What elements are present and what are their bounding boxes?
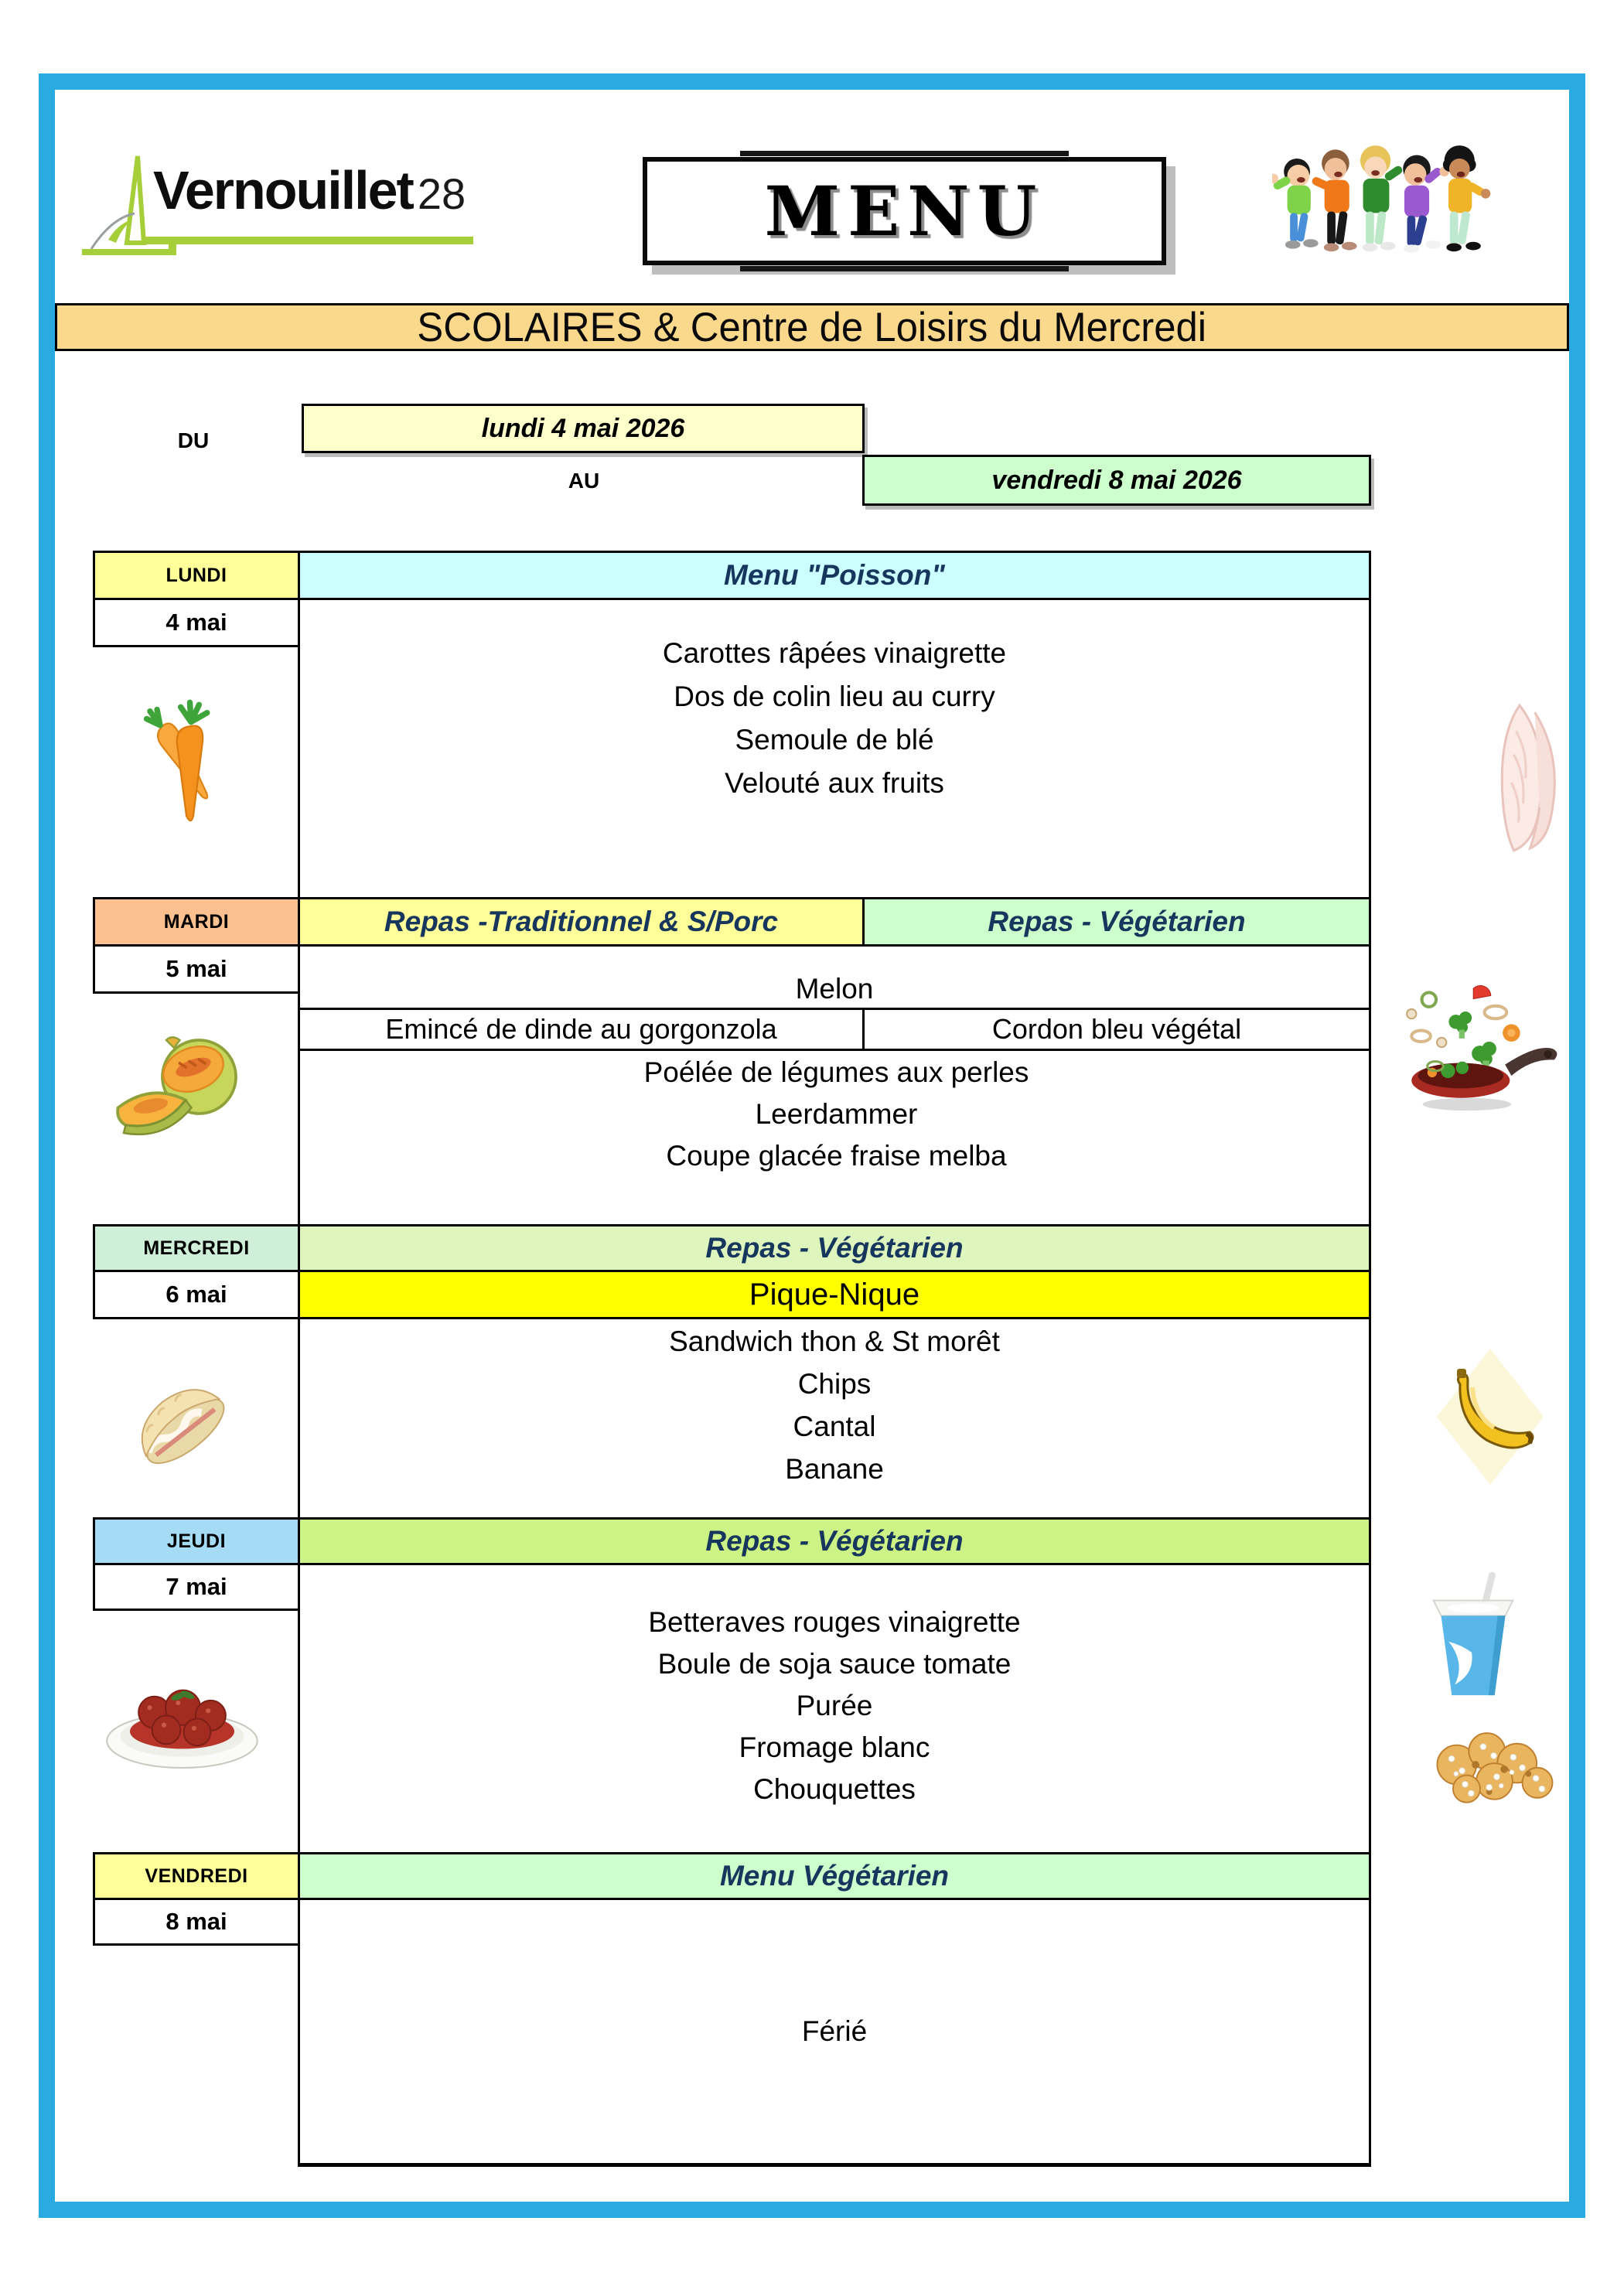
menu-item-shared: Melon (795, 973, 874, 1005)
day-header-jeudi: JEUDI (93, 1517, 300, 1565)
menu-item: Purée (796, 1690, 873, 1721)
vegetable-pan-icon (1404, 984, 1562, 1134)
menu-item: Carottes râpées vinaigrette (662, 637, 1007, 669)
menu-mercredi (298, 1317, 1371, 1520)
date-cell-mercredi: 6 mai (93, 1270, 300, 1319)
menu-type-banner-jeudi: Repas - Végétarien (298, 1517, 1371, 1565)
day-header-vendredi: VENDREDI (93, 1852, 300, 1900)
logo-text (153, 159, 466, 221)
menu-type-banner-mardi-trad: Repas -Traditionnel & S/Porc (298, 897, 865, 947)
menu-item: Boule de soja sauce tomate (657, 1648, 1012, 1680)
to-date-box: vendredi 8 mai 2026 (862, 455, 1371, 506)
picnic-highlight: Pique-Nique (298, 1270, 1371, 1319)
day-header-mardi: MARDI (93, 897, 300, 947)
meatballs-icon (99, 1663, 265, 1775)
menu-item: Sandwich thon & St morêt (669, 1325, 1000, 1357)
menu-item-vegetarian: Cordon bleu végétal (862, 1008, 1371, 1051)
menu-item: Cantal (793, 1411, 876, 1442)
date-cell-lundi: 4 mai (93, 598, 300, 647)
menu-item: Chips (797, 1368, 872, 1400)
yogurt-icon (1427, 1571, 1520, 1701)
menu-item: Coupe glacée fraise melba (666, 1140, 1007, 1172)
menu-vendredi (298, 1898, 1371, 2167)
date-cell-vendredi: 8 mai (93, 1898, 300, 1946)
menu-item: Poélée de légumes aux perles (643, 1056, 1029, 1088)
menu-jeudi (298, 1563, 1371, 1854)
day-header-lundi: LUNDI (93, 551, 300, 600)
fish-fillet-icon (1465, 696, 1574, 860)
menu-lundi (298, 598, 1371, 899)
vernouillet-logo (77, 147, 518, 278)
menu-item: Velouté aux fruits (725, 767, 944, 799)
menu-item-holiday: Férié (801, 2015, 868, 2047)
menu-mardi-shared-items (304, 1052, 1369, 1177)
sandwich-icon (112, 1360, 244, 1483)
to-label: AU (568, 469, 600, 493)
day-header-mercredi: MERCREDI (93, 1224, 300, 1272)
date-cell-jeudi: 7 mai (93, 1563, 300, 1611)
menu-item: Banane (785, 1453, 884, 1485)
menu-item: Dos de colin lieu au curry (674, 681, 995, 712)
menu-title-box (643, 157, 1166, 265)
carrots-icon (122, 687, 260, 838)
logo-number: 28 (417, 169, 466, 218)
logo-city: Vernouillet (153, 160, 413, 220)
page-title: MENU (764, 171, 1045, 251)
from-date-box: lundi 4 mai 2026 (302, 404, 865, 453)
menu-type-banner-lundi: Menu "Poisson" (298, 551, 1371, 600)
children-clipart-icon (1272, 139, 1493, 278)
menu-type-banner-mardi-veg: Repas - Végétarien (862, 897, 1371, 947)
chouquettes-icon (1423, 1718, 1566, 1811)
menu-type-banner-mercredi: Repas - Végétarien (298, 1224, 1371, 1272)
from-label: DU (177, 428, 210, 452)
subtitle-text: SCOLAIRES & Centre de Loisirs du Mercredi (417, 304, 1207, 350)
menu-item-traditional: Emincé de dinde au gorgonzola (298, 1008, 865, 1051)
subtitle-banner (55, 303, 1569, 351)
melon-icon (104, 1032, 259, 1148)
banana-icon (1432, 1347, 1548, 1486)
menu-type-banner-vendredi: Menu Végétarien (298, 1852, 1371, 1900)
menu-item: Semoule de blé (735, 724, 934, 756)
date-cell-mardi: 5 mai (93, 944, 300, 994)
menu-item: Chouquettes (753, 1773, 916, 1805)
menu-item: Betteraves rouges vinaigrette (648, 1606, 1021, 1638)
menu-item: Fromage blanc (739, 1731, 930, 1763)
menu-item: Leerdammer (755, 1098, 918, 1130)
